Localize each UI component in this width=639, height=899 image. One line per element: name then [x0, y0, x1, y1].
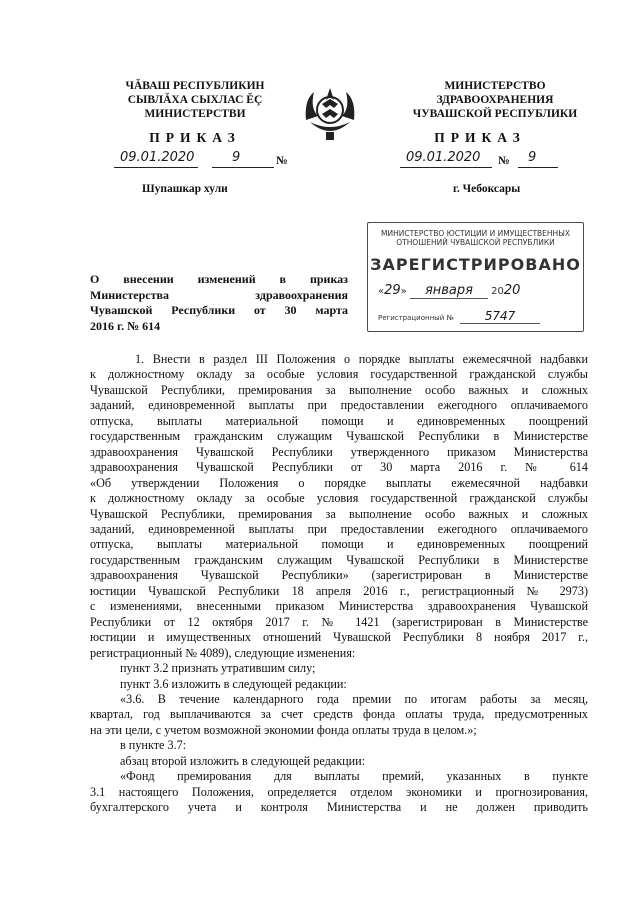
body-line: 1. Внести в раздел III Положения о порядке выплаты ежемесячной надбавки [135, 352, 588, 366]
place-russian: г. Чебоксары [453, 183, 521, 195]
date-underline-left [114, 167, 198, 168]
order-subject [90, 272, 348, 334]
number-sign-left: № [276, 155, 288, 167]
body-line: с изменениями, внесенными приказом Министерства здравоохранения Чувашской [90, 599, 588, 614]
place-chuvash: Шупашкар хули [142, 183, 228, 195]
order-title-left: ПРИКАЗ [149, 130, 241, 145]
date-underline-right [400, 167, 492, 168]
body-line: пункт 3.6 изложить в следующей редакции: [120, 676, 347, 691]
body-line: здравоохранения Чувашской Республики от 30 марта 2016 г. № 614 [90, 460, 588, 475]
body-line: «3.6. В течение календарного года премии по итогам работы за месяц, [120, 691, 588, 706]
subject-line: 2016 г. № 614 [90, 318, 161, 333]
body-line: заданий, единовременной выплаты при предоставлении ежегодного оплачиваемого [90, 521, 588, 536]
body-line: Республики от 12 октября 2017 г. № 1421 (зарегистрирован в Министерстве [90, 614, 588, 629]
ministry-name-chuvash [95, 79, 295, 121]
order-number-left: 9 [232, 150, 241, 165]
stamp-authority-line: МИНИСТЕРСТВО ЮСТИЦИИ И ИМУЩЕСТВЕННЫХ [381, 229, 570, 238]
header-right-line: ЧУВАШСКОЙ РЕСПУБЛИКИ [412, 108, 578, 120]
body-line: 3.1 настоящего Положения, определяется отделом экономики и прогнозирования, [90, 784, 588, 799]
body-line: «Фонд премирования для выплаты премий, указанных в пункте [120, 769, 588, 784]
stamp-reg-label: Регистрационный № [378, 314, 454, 322]
body-line: юстиции Чувашской Республики 18 апреля 2016 г., регистрационный № 2973) [90, 583, 588, 598]
header-left-line: МИНИСТЕРСТВИ [144, 108, 246, 120]
body-line: здравоохранения Чувашской Республики утвержденного приказом Министерства [90, 444, 588, 459]
body-line: бухгалтерского учета и контроля Министерства и не должен приводить [90, 800, 588, 815]
stamp-registration [378, 309, 540, 324]
subject-line: Министерства здравоохранения [90, 287, 348, 302]
body-line: Чувашской Республики, премирования за выполнение особо важных и сложных [90, 382, 588, 397]
stamp-day: 29 [384, 283, 401, 298]
body-line: юстиции и имущественных отношений Чувашской Республики 8 ноября 2017 г., [90, 630, 588, 645]
body-line: Чувашской Республики, премирования за выполнение особо важных и сложных [90, 506, 588, 521]
stamp-date: «29» января 2020 [378, 283, 521, 298]
subject-line: О внесении изменений в приказ [90, 272, 348, 286]
number-sign-right: № [498, 155, 510, 167]
order-title-right: ПРИКАЗ [434, 130, 526, 145]
header-left-line: СЫВЛĂХА СЫХЛАС ĔÇ [127, 94, 263, 106]
body-line: отпуска, выплаты материальной помощи и единовременных поощрений [90, 413, 588, 428]
subject-line: Чувашской Республики от 30 марта [90, 303, 348, 318]
body-line: в пункте 3.7: [120, 738, 187, 753]
body-line: здравоохранения Чувашской Республики» (зарегистрирован в Министерстве [90, 568, 588, 583]
order-number-right: 9 [528, 150, 537, 165]
ministry-name-russian [380, 79, 610, 121]
body-line: квартал, год выплачиваются за счет средств фонда оплаты труда, предусмотренных [90, 707, 588, 722]
emblem-icon [300, 78, 360, 144]
body-line: регистрационный № 4089), следующие изменения: [90, 645, 356, 660]
header-right-line: ЗДРАВООХРАНЕНИЯ [436, 94, 554, 106]
stamp-year: 20 [503, 283, 521, 298]
body-line: государственным гражданским служащим Чувашской Республики в Министерстве [90, 429, 588, 444]
number-underline-left [212, 167, 274, 168]
body-line: абзац второй изложить в следующей редакции: [120, 753, 366, 768]
body-line: к должностному окладу за особые условия государственной гражданской службы [90, 367, 588, 382]
stamp-title: ЗАРЕГИСТРИРОВАНО [370, 255, 581, 274]
header-left-line: ЧĂВАШ РЕСПУБЛИКИН [125, 80, 265, 92]
stamp-authority-line: ОТНОШЕНИЙ ЧУВАШСКОЙ РЕСПУБЛИКИ [396, 238, 555, 247]
body-line: на эти цели, с учетом возможной экономии фонда оплаты труда в целом.»; [90, 722, 477, 737]
header-right-line: МИНИСТЕРСТВО [444, 80, 546, 92]
body-line: пункт 3.2 признать утратившим силу; [120, 661, 316, 676]
body-line: государственным гражданским служащим Чувашской Республики в Министерстве [90, 552, 588, 567]
registration-stamp [367, 222, 584, 332]
stamp-reg-number: 5747 [484, 309, 516, 323]
order-date-left: 09.01.2020 [120, 150, 195, 165]
body-line: к должностному окладу за особые условия государственной гражданской службы [90, 491, 588, 506]
stamp-authority [368, 229, 583, 247]
body-line: заданий, единовременной выплаты при предоставлении ежегодного оплачиваемого [90, 398, 588, 413]
order-body [90, 352, 588, 816]
body-line: «Об утверждении Положения о порядке выплаты ежемесячной надбавки [90, 475, 588, 490]
order-date-right: 09.01.2020 [406, 150, 481, 165]
number-underline-right [518, 167, 558, 168]
stamp-month: января [424, 283, 473, 298]
body-line: отпуска, выплаты материальной помощи и единовременных поощрений [90, 537, 588, 552]
